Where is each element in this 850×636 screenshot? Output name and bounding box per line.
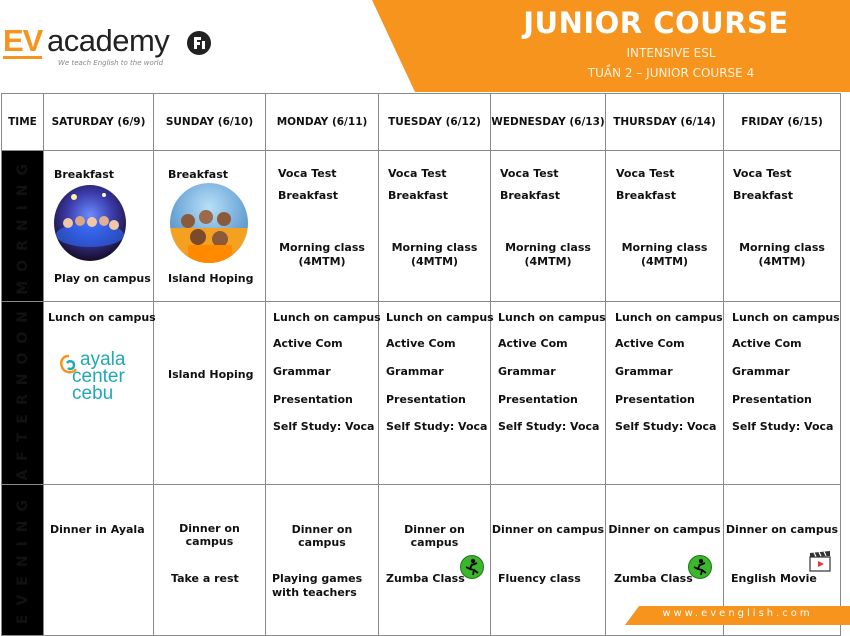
cell-mon-morning — [266, 151, 379, 302]
ayala-logo-text-1: ayala — [80, 349, 126, 370]
ayala-logo-text-2: center — [72, 366, 125, 387]
period-afternoon: AFTERNOON — [2, 302, 44, 485]
activity-text: Breakfast — [500, 189, 561, 202]
activity-text: Active Com — [615, 337, 685, 350]
col-header-saturday: SATURDAY (6/9) — [44, 94, 154, 151]
activity-text: Active Com — [498, 337, 568, 350]
course-subtitle: INTENSIVE ESL — [626, 46, 716, 60]
activity-text: Lunch on campus — [273, 311, 381, 324]
course-title: JUNIOR COURSE — [523, 6, 789, 40]
activity-text: Morning class — [505, 241, 591, 254]
activity-text: Active Com — [386, 337, 456, 350]
activity-text: Grammar — [273, 365, 331, 378]
activity-text: with teachers — [272, 585, 357, 599]
activity-text: Grammar — [615, 365, 673, 378]
activity-text: Zumba Class — [386, 571, 465, 585]
logo-tagline: We teach English to the world — [58, 59, 164, 67]
activity-text: Grammar — [732, 365, 790, 378]
activity-text: Grammar — [498, 365, 556, 378]
activity-text: Voca Test — [616, 167, 675, 180]
col-header-tuesday: TUESDAY (6/12) — [379, 94, 491, 151]
activity-text: Morning class — [279, 241, 365, 254]
activity-text: Voca Test — [733, 167, 792, 180]
cell-sun-morning — [154, 151, 266, 302]
cell-thu-morning — [606, 151, 724, 302]
cell-tue-afternoon — [379, 302, 494, 485]
ev-logo-mark-icon — [186, 30, 212, 56]
activity-text: (4MTM) — [410, 255, 459, 268]
col-header-wednesday: WEDNESDAY (6/13) — [491, 94, 606, 151]
activity-text: Lunch on campus — [498, 311, 606, 324]
cell-tue-morning — [379, 151, 491, 302]
activity-text: Presentation — [732, 393, 812, 406]
activity-text: Breakfast — [168, 168, 229, 181]
activity-text: Voca Test — [388, 167, 447, 180]
zumba-icon — [688, 555, 712, 579]
cell-wed-morning — [491, 151, 606, 302]
period-morning: MORNING — [2, 151, 44, 302]
activity-text: Self Study: Voca — [615, 420, 717, 433]
activity-text: Self Study: Voca — [273, 420, 375, 433]
activity-text: Dinner in Ayala — [50, 522, 145, 536]
activity-text: Play on campus — [54, 272, 151, 285]
island-hopping-photo — [170, 183, 248, 263]
activity-text: Dinner on campus — [291, 522, 353, 549]
cell-mon-afternoon — [266, 302, 379, 485]
period-evening: EVENING — [2, 484, 44, 635]
activity-text: Take a rest — [171, 571, 239, 585]
activity-text: Voca Test — [278, 167, 337, 180]
activity-text: (4MTM) — [758, 255, 806, 268]
activity-text: Dinner on campus — [608, 522, 721, 536]
pool-party-photo — [54, 185, 126, 261]
activity-text: Breakfast — [54, 168, 115, 181]
zumba-icon — [460, 555, 484, 579]
activity-text: Presentation — [273, 393, 353, 406]
activity-text: Breakfast — [733, 189, 794, 202]
afternoon-row — [2, 302, 841, 485]
activity-text: Active Com — [732, 337, 802, 350]
activity-text: English Movie — [731, 571, 817, 585]
cell-sat-morning — [44, 151, 154, 302]
activity-text: Self Study: Voca — [386, 420, 488, 433]
island-photo-figures — [170, 183, 248, 263]
course-week: TUẦN 2 – JUNIOR COURSE 4 — [587, 66, 755, 80]
header-text — [372, 0, 850, 92]
activity-text: Dinner on campus — [491, 522, 605, 536]
activity-text: Active Com — [273, 337, 343, 350]
activity-text: Playing games — [272, 571, 363, 585]
activity-text: Self Study: Voca — [732, 420, 834, 433]
logo-ev: EV — [3, 23, 43, 58]
activity-text: Morning class — [391, 241, 478, 254]
activity-text: Grammar — [386, 365, 444, 378]
col-header-time: TIME — [2, 94, 44, 151]
activity-text: (4MTM) — [524, 255, 572, 268]
activity-text: Lunch on campus — [48, 311, 156, 324]
cell-fri-afternoon — [724, 302, 841, 485]
activity-text: Dinner on campus — [404, 522, 465, 549]
cell-sat-evening — [44, 484, 154, 635]
col-header-friday: FRIDAY (6/15) — [724, 94, 841, 151]
activity-text: Lunch on campus — [615, 311, 723, 324]
activity-text: Lunch on campus — [386, 311, 494, 324]
logo-academy: academy — [47, 23, 170, 58]
col-header-sunday: SUNDAY (6/10) — [154, 94, 266, 151]
activity-text: Presentation — [615, 393, 695, 406]
activity-text: (4MTM) — [640, 255, 689, 268]
footer-url: www.evenglish.com — [662, 608, 813, 619]
movie-clapper-icon — [808, 549, 832, 573]
activity-text: Voca Test — [500, 167, 559, 180]
activity-text: Presentation — [498, 393, 578, 406]
activity-text: Island Hoping — [168, 272, 254, 285]
ev-academy-logo — [3, 23, 218, 72]
activity-text: Zumba Class — [614, 571, 693, 585]
activity-text: Breakfast — [278, 189, 339, 202]
morning-row — [2, 151, 841, 302]
cell-thu-afternoon — [606, 302, 724, 485]
activity-text: (4MTM) — [298, 255, 346, 268]
schedule-table — [1, 93, 841, 636]
activity-text: Island Hoping — [168, 368, 254, 381]
cell-sun-afternoon — [154, 302, 266, 485]
activity-text: Self Study: Voca — [498, 420, 600, 433]
ayala-logo-text-3: cebu — [72, 383, 114, 404]
activity-text: Morning class — [739, 241, 825, 254]
cell-mon-evening — [266, 484, 379, 635]
activity-text: Fluency class — [498, 571, 581, 585]
cell-wed-afternoon — [491, 302, 606, 485]
cell-sat-afternoon — [44, 302, 154, 485]
activity-text: Breakfast — [616, 189, 677, 202]
activity-text: Presentation — [386, 393, 466, 406]
col-header-monday: MONDAY (6/11) — [266, 94, 379, 151]
activity-text: Breakfast — [388, 189, 449, 202]
cell-wed-evening — [491, 484, 606, 635]
cell-fri-morning — [724, 151, 841, 302]
activity-text: Morning class — [621, 241, 708, 254]
activity-text: Dinner on campus — [725, 522, 839, 536]
pool-photo-figures — [54, 185, 126, 261]
cell-sun-evening — [154, 484, 266, 635]
col-header-thursday: THURSDAY (6/14) — [606, 94, 724, 151]
activity-text: Dinner on campus — [179, 521, 240, 548]
header-row — [2, 94, 841, 151]
cell-tue-evening — [379, 484, 491, 635]
activity-text: Lunch on campus — [732, 311, 840, 324]
